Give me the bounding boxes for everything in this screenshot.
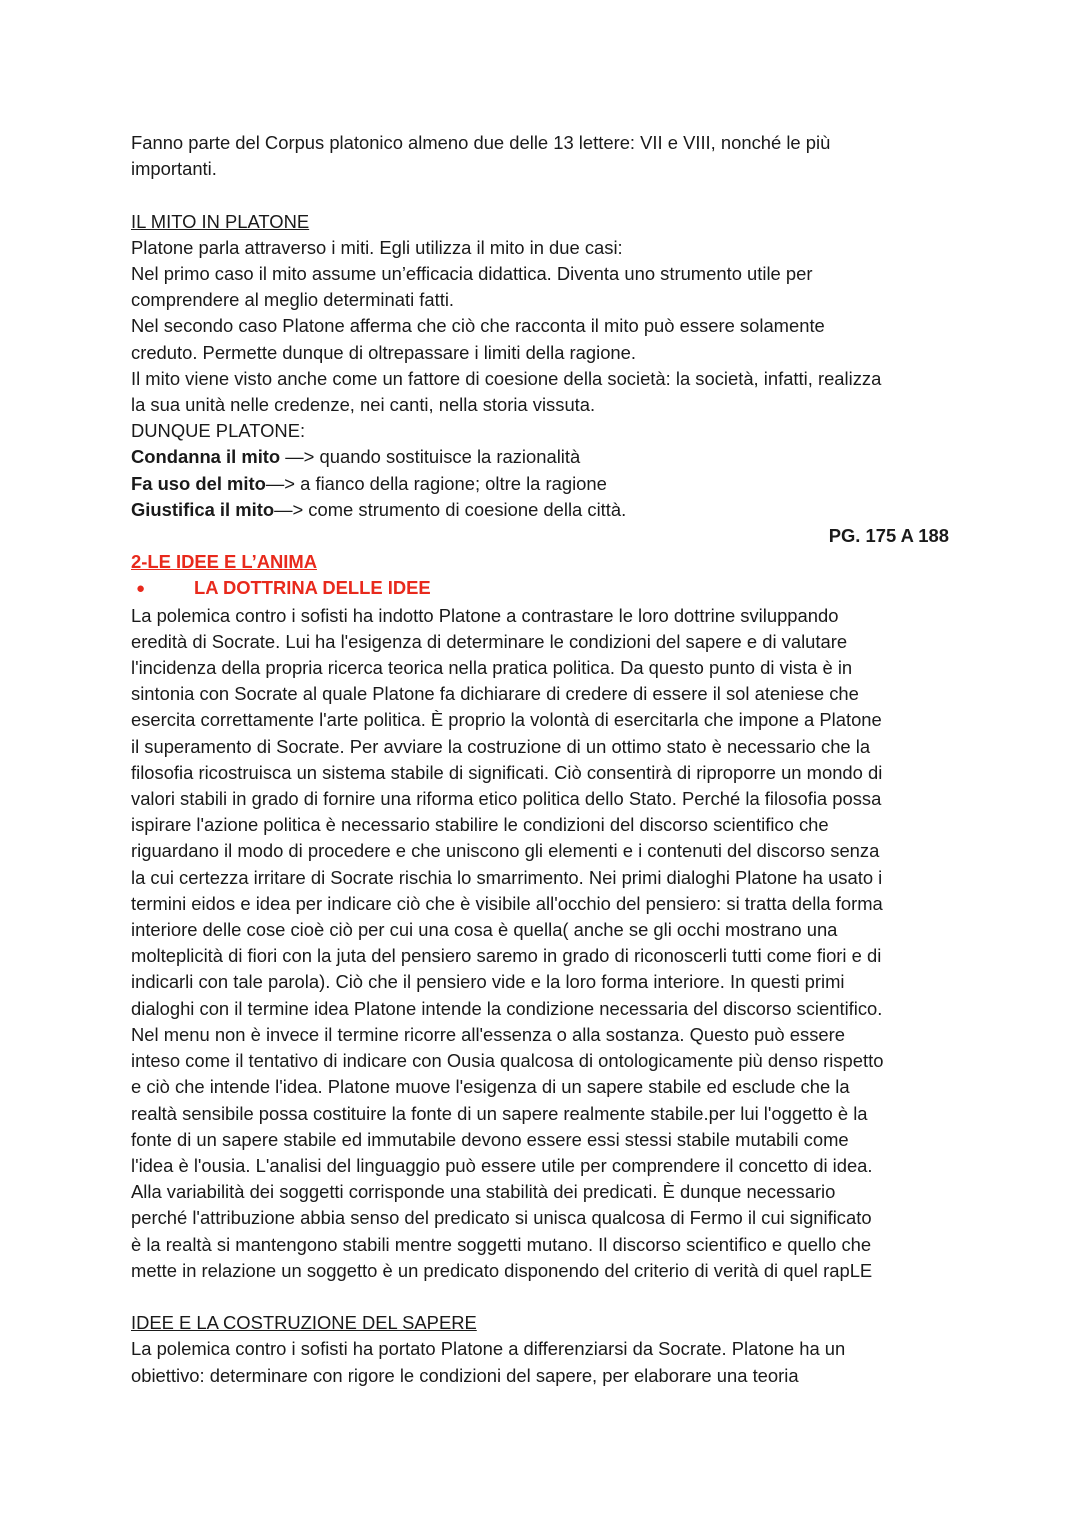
body-line: l'incidenza della propria ricerca teorica nella pratica politica. Da questo punto di vista è in <box>131 657 853 679</box>
mito-point-text: —> a fianco della ragione; oltre la ragione <box>265 472 607 494</box>
body-line: riguardano il modo di procedere e che uniscono gli elementi e i contenuti del discorso senza <box>131 840 880 862</box>
body-line: Alla variabilità dei soggetti corrisponde una stabilità dei predicati. È dunque necessario <box>131 1181 836 1203</box>
body-line: inteso come il tentativo di indicare con Ousia qualcosa di ontologicamente più denso rispetto <box>131 1050 884 1072</box>
body-line: Nel menu non è invece il termine ricorre all'essenza o alla sostanza. Questo può essere <box>131 1023 845 1045</box>
body-line: il superamento di Socrate. Per avviare la costruzione di un ottimo stato è necessario che la <box>131 735 871 757</box>
body-line: realtà sensibile possa costituire la fonte di un sapere realmente stabile.per lui l'oggetto è la <box>131 1102 868 1124</box>
body-line: DUNQUE PLATONE: <box>131 420 306 442</box>
body-line: ispirare l'azione politica è necessario stabilire le condizioni del discorso scientifico che <box>131 814 829 836</box>
body-line: mette in relazione un soggetto è un predicato disponendo del criterio di verità di quel rapLE <box>131 1259 873 1281</box>
mito-point <box>131 444 951 470</box>
body-line: molteplicità di fiori con la juta del pensiero saremo in grado di riconoscerli tutti come fiori e di <box>131 945 882 967</box>
body-line: perché l'attribuzione abbia senso del predicato si unisca qualcosa di Fermo il cui significato <box>131 1207 872 1229</box>
page-reference: PG. 175 A 188 <box>828 525 949 547</box>
body-line: La polemica contro i sofisti ha portato Platone a differenziarsi da Socrate. Platone ha un <box>131 1338 846 1360</box>
bullet-item <box>131 575 951 602</box>
body-line: dialoghi con il termine idea Platone intende la condizione necessaria del discorso scientifico. <box>131 997 883 1019</box>
body-line: filosofia ricostruisca un sistema stabile di significati. Ciò consentirà di riproporre un mondo di <box>131 761 883 783</box>
body-line: valori stabili in grado di fornire una riforma etico politica dello Stato. Perché la filosofia possa <box>131 788 882 810</box>
body-line: eredità di Socrate. Lui ha l'esigenza di determinare le condizioni del sapere e di valutare <box>131 630 848 652</box>
mito-point <box>131 471 951 497</box>
body-line: Nel primo caso il mito assume un’efficacia didattica. Diventa uno strumento utile per <box>131 263 813 284</box>
section-heading-mito: IL MITO IN PLATONE <box>131 210 310 232</box>
sapere-paragraph <box>131 1336 951 1388</box>
body-line: sintonia con Socrate al quale Platone fa dichiarare di credere di essere il sol ateniese che <box>131 683 859 705</box>
body-line: creduto. Permette dunque di oltrepassare i limiti della ragione. <box>131 341 636 363</box>
body-line: La polemica contro i sofisti ha indotto Platone a contrastare le loro dottrine sviluppando <box>131 604 839 626</box>
body-line: è la realtà si mantengono stabili mentre soggetti mutano. Il discorso scientifico e quello che <box>131 1233 872 1255</box>
body-line: l'idea è l'ousia. L'analisi del linguaggio può essere utile per comprendere il concetto di idea. <box>131 1154 873 1176</box>
body-line: Nel secondo caso Platone afferma che ciò che racconta il mito può essere solamente <box>131 315 825 337</box>
body-line: comprendere al meglio determinati fatti. <box>131 289 455 311</box>
body-line: e ciò che intende l'idea. Platone muove l'esigenza di un sapere stabile ed esclude che la <box>131 1076 850 1098</box>
body-line: obiettivo: determinare con rigore le condizioni del sapere, per elaborare una teoria <box>131 1364 799 1386</box>
body-line: indicarli con tale parola). Ciò che il pensiero vide e la loro forma interiore. In questi primi <box>131 971 845 993</box>
body-line: termini eidos e idea per indicare ciò che è visibile all'occhio del pensiero: si tratta della forma <box>131 892 883 914</box>
section-heading-sapere: IDEE E LA COSTRUZIONE DEL SAPERE <box>131 1312 477 1334</box>
mito-point <box>131 497 951 523</box>
body-line: fonte di un sapere stabile ed immutabile devono essere essi stessi stabile mutabili come <box>131 1128 849 1150</box>
mito-point-text: —> come strumento di coesione della città. <box>274 498 627 520</box>
mito-point-term: Giustifica il mito <box>131 498 275 520</box>
dottrina-paragraph <box>131 603 951 1284</box>
document-page <box>131 130 951 1389</box>
bullet-icon: ● <box>136 580 146 598</box>
body-line: esercita correttamente l'arte politica. È proprio la volontà di esercitarla che impone a Platone <box>131 709 882 731</box>
mito-point-term: Fa uso del mito <box>131 472 266 494</box>
body-line: Il mito viene visto anche come un fattore di coesione della società: la società, infatti, realizza <box>131 367 882 389</box>
body-line: interiore delle cose cioè ciò per cui una cosa è quella( anche se gli occhi mostrano una <box>131 919 838 941</box>
body-line: Platone parla attraverso i miti. Egli utilizza il mito in due casi: <box>131 236 623 258</box>
body-line: la sua unità nelle credenze, nei canti, nella storia vissuta. <box>131 394 596 416</box>
mito-point-term: Condanna il mito <box>131 446 281 468</box>
body-line: la cui certezza irritare di Socrate rischia lo smarrimento. Nei primi dialoghi Platone ha usato i <box>131 866 883 888</box>
intro-line: Fanno parte del Corpus platonico almeno due delle 13 lettere: VII e VIII, nonché le più <box>131 132 831 153</box>
intro-line: importanti. <box>131 158 217 180</box>
section-heading-idee-anima: 2-LE IDEE E L’ANIMA <box>131 551 317 573</box>
mito-point-text: —> quando sostituisce la razionalità <box>280 446 581 468</box>
bullet-label: LA DOTTRINA DELLE IDEE <box>194 577 431 599</box>
